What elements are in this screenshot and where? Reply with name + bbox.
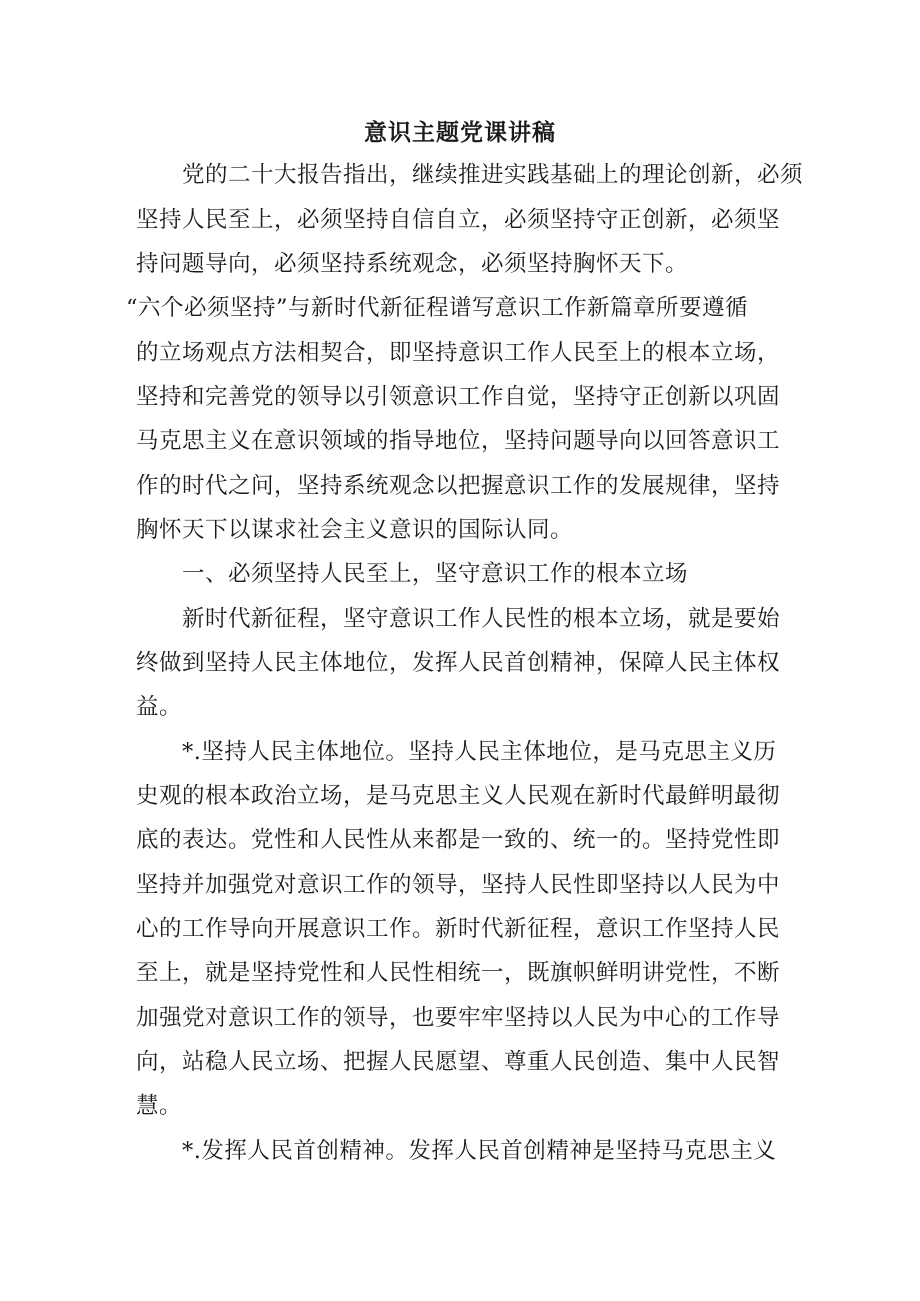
paragraph-line: 坚持并加强党对意识工作的领导，坚持人民性即坚持以人民为中 bbox=[136, 872, 781, 898]
paragraph-line: 心的工作导向开展意识工作。新时代新征程，意识工作坚持人民 bbox=[136, 916, 781, 942]
paragraph-line: 慧。 bbox=[136, 1093, 183, 1119]
paragraph-line: 胸怀天下以谋求社会主义意识的国际认同。 bbox=[136, 517, 574, 543]
paragraph-line: 持问题导向，必须坚持系统观念，必须坚持胸怀天下。 bbox=[136, 251, 689, 277]
paragraph-line: 底的表达。党性和人民性从来都是一致的、统一的。坚持党性即 bbox=[136, 827, 781, 853]
paragraph-line: 益。 bbox=[136, 694, 183, 720]
paragraph-line: 终做到坚持人民主体地位，发挥人民首创精神，保障人民主体权 bbox=[136, 650, 781, 676]
paragraph-line: 史观的根本政治立场，是马克思主义人民观在新时代最鲜明最彻 bbox=[136, 783, 781, 809]
paragraph-line: 新时代新征程，坚守意识工作人民性的根本立场，就是要始 bbox=[182, 606, 781, 632]
paragraph-line: 党的二十大报告指出，继续推进实践基础上的理论创新，必须 bbox=[182, 162, 804, 188]
paragraph-line: 至上，就是坚持党性和人民性相统一，既旗帜鲜明讲党性，不断 bbox=[136, 960, 781, 986]
paragraph-line: 加强党对意识工作的领导，也要牢牢坚持以人民为中心的工作导 bbox=[136, 1005, 781, 1031]
paragraph-line: 坚持和完善党的领导以引领意识工作自觉，坚持守正创新以巩固 bbox=[136, 384, 781, 410]
paragraph-line: 马克思主义在意识领域的指导地位，坚持问题导向以回答意识工 bbox=[136, 428, 781, 454]
section-heading: 一、必须坚持人民至上，坚守意识工作的根本立场 bbox=[182, 561, 689, 587]
paragraph-line: 的立场观点方法相契合，即坚持意识工作人民至上的根本立场， bbox=[136, 340, 781, 366]
document-title: 意识主题党课讲稿 bbox=[364, 119, 556, 146]
paragraph-line: 向，站稳人民立场、把握人民愿望、尊重人民创造、集中人民智 bbox=[136, 1049, 781, 1075]
paragraph-line: *.发挥人民首创精神。发挥人民首创精神是坚持马克思主义 bbox=[182, 1138, 777, 1164]
paragraph-line: *.坚持人民主体地位。坚持人民主体地位，是马克思主义历 bbox=[182, 739, 777, 765]
paragraph-line: 坚持人民至上，必须坚持自信自立，必须坚持守正创新，必须坚 bbox=[136, 207, 781, 233]
paragraph-line: 作的时代之问，坚持系统观念以把握意识工作的发展规律，坚持 bbox=[136, 473, 781, 499]
paragraph-line: “六个必须坚持”与新时代新征程谱写意识工作新篇章所要遵循 bbox=[126, 295, 749, 321]
